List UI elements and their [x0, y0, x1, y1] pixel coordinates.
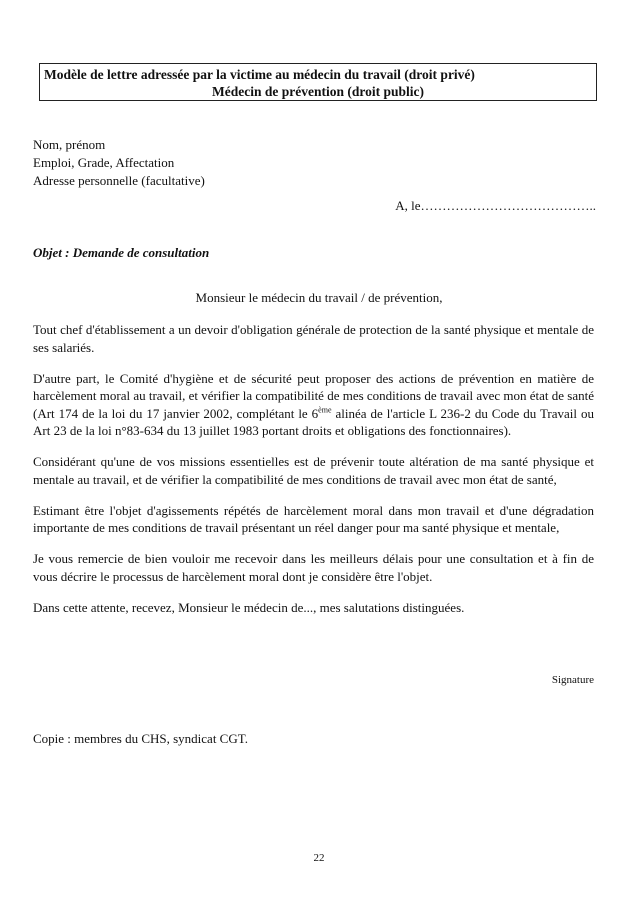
salutation: Monsieur le médecin du travail / de prévention,	[195, 290, 443, 305]
paragraph-3: Considérant qu'une de vos missions essentielles est de prévenir toute altération de ma santé physique et mentale au travail, et de vérifier la compatibilité de mes conditions de travail avec mon état de santé,	[33, 454, 594, 487]
signature-label: Signature	[551, 674, 594, 686]
date-line: A, le…………………………………..	[395, 198, 596, 213]
sender-address: Adresse personnelle (facultative)	[33, 173, 205, 188]
paragraph-5: Je vous remercie de bien vouloir me recevoir dans les meilleurs délais pour une consultation et à fin de vous décrire le processus de harcèlement moral dont je considère être l'objet.	[33, 551, 594, 584]
title-box	[39, 63, 597, 101]
title-line-2: Médecin de prévention (droit public)	[212, 84, 424, 99]
paragraph-6: Dans cette attente, recevez, Monsieur le médecin de..., mes salutations distinguées.	[33, 599, 465, 615]
subject-line: Objet : Demande de consultation	[33, 245, 210, 260]
paragraph-2-part-a: D'autre part, le Comité d'hygiène et de sécurité peut proposer des actions de prévention en matière de harcèlement moral au travail, et vérifier la compatibilité de mes conditions de travail avec mon état de santé (Art 174 de la loi du 17 janvier 2002, complétant le 6	[33, 370, 594, 421]
paragraph-2-superscript: ème	[318, 405, 332, 415]
letter-body	[33, 321, 594, 630]
paragraph-2-part-b: alinéa de l'article L 236-2 du Code du Travail ou Art 23 de la loi n°83-634 du 13 juillet 1983 portant droits et obligations des fonctionnaires).	[33, 405, 594, 438]
title-line-1: Modèle de lettre adressée par la victime au médecin du travail (droit privé)	[44, 67, 475, 82]
copy-line: Copie : membres du CHS, syndicat CGT.	[33, 731, 248, 746]
sender-block	[33, 136, 205, 190]
page-number: 22	[313, 852, 325, 864]
sender-position: Emploi, Grade, Affectation	[33, 155, 175, 170]
paragraph-2	[33, 370, 594, 440]
paragraph-1: Tout chef d'établissement a un devoir d'obligation générale de protection de la santé physique et mentale de ses salariés.	[33, 322, 594, 355]
paragraph-4: Estimant être l'objet d'agissements répétés de harcèlement moral dans mon travail et d'une dégradation importante de mes conditions de travail présentant un réel danger pour ma santé physique et mentale,	[33, 502, 594, 535]
sender-name: Nom, prénom	[33, 137, 106, 152]
